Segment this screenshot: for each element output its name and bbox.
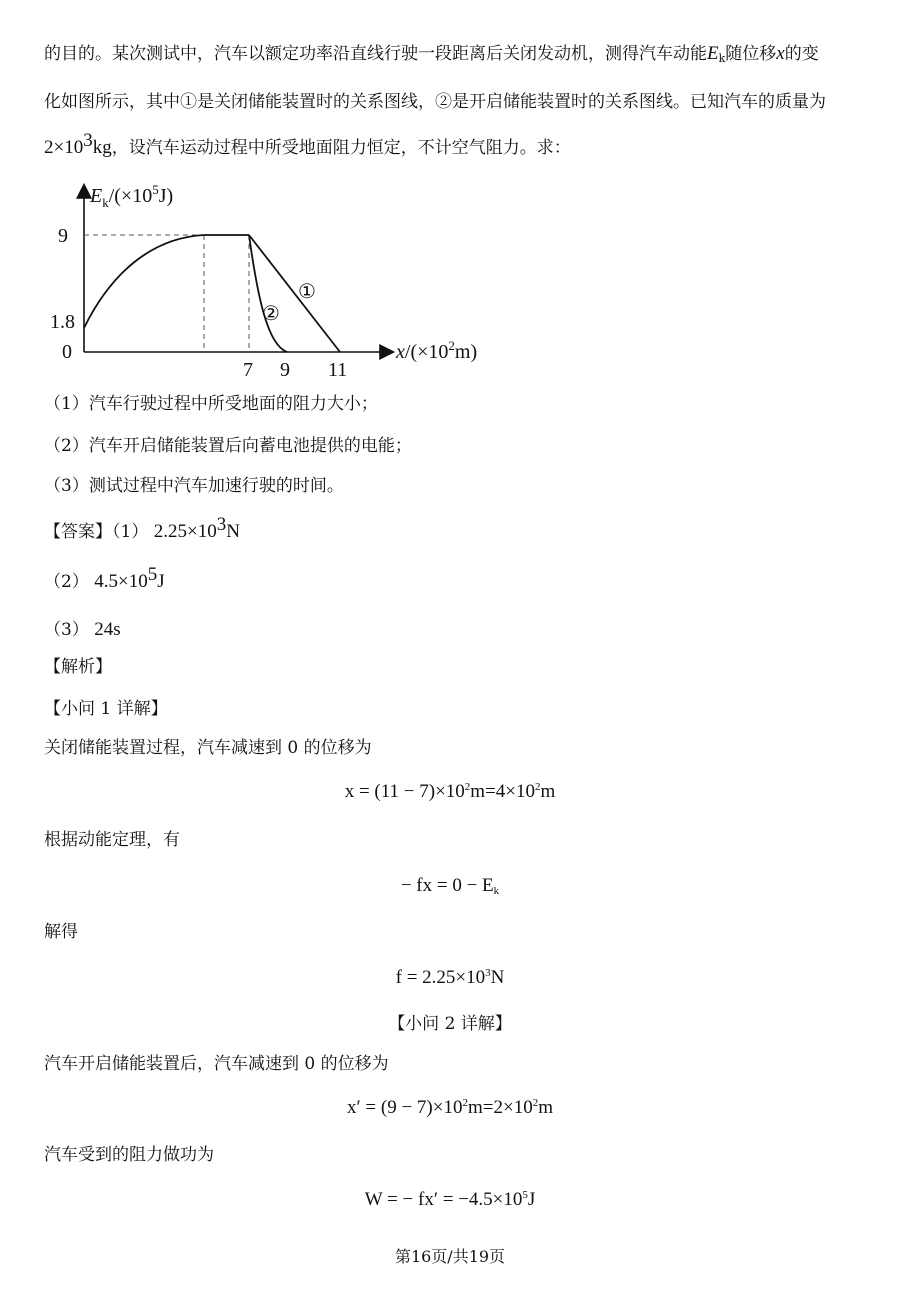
answer-3 <box>44 618 121 642</box>
q1-equation-3 <box>0 965 900 991</box>
answer-3-label: （3） <box>44 620 89 640</box>
accelerating-curve <box>84 235 204 328</box>
q1-eq1-mid: m=4×10 <box>470 781 536 802</box>
q1-eq2-sub: k <box>493 885 500 897</box>
answer-2-value: 4.5×10 <box>94 571 148 592</box>
page-footer: 第16页/共19页 <box>394 1247 506 1266</box>
q1-text-1: 关闭储能装置过程，汽车减速到 0 的位移为 <box>44 738 372 758</box>
answer-header: 【答案】（1） <box>44 522 149 542</box>
q2-eq2-unit: J <box>527 1189 536 1210</box>
question-3: （3）测试过程中汽车加速行驶的时间。 <box>44 476 344 496</box>
q1-eq1-unit: m <box>540 781 556 802</box>
q1-detail-header: 【小问 1 详解】 <box>44 699 168 719</box>
q2-equation-2 <box>0 1187 900 1213</box>
x-tick-11: 11 <box>328 359 348 381</box>
symbol-x: x <box>776 43 785 64</box>
q1-eq3-exp: 3 <box>485 967 491 979</box>
series-1-line <box>249 235 340 352</box>
intro-text-1a: 的目的。某次测试中，汽车以额定功率沿直线行驶一段距离后关闭发动机，测得汽车动能 <box>44 44 707 64</box>
q1-eq2-main: − fx = 0 − E <box>400 875 494 896</box>
question-1: （1）汽车行驶过程中所受地面的阻力大小； <box>44 394 378 414</box>
intro-line-2 <box>44 90 826 114</box>
q1-eq3-main: f = 2.25×10 <box>395 967 486 988</box>
q1-eq1-exp1: 2 <box>464 781 471 793</box>
answer-1 <box>44 514 240 544</box>
y-tick-1.8: 1.8 <box>50 311 75 333</box>
y-tick-9: 9 <box>58 225 68 247</box>
x-tick-7: 7 <box>243 359 253 381</box>
mass-unit: kg <box>92 137 112 158</box>
answer-2-label: （2） <box>44 572 89 592</box>
intro-text-1c: 的变 <box>784 44 819 64</box>
y-tick-0: 0 <box>62 341 72 363</box>
q2-text-1: 汽车开启储能装置后，汽车减速到 0 的位移为 <box>44 1054 389 1074</box>
x-axis-label: $x/(\times 10^2m)$ <box>396 338 478 363</box>
intro-line-1 <box>44 42 819 66</box>
y-axis-label: $E_k/(\times 10^5J)$ <box>90 182 174 210</box>
intro-text-3: ，设汽车运动过程中所受地面阻力恒定，不计空气阻力。求： <box>111 138 571 158</box>
q2-eq1-exp1: 2 <box>462 1097 468 1109</box>
answer-1-unit: N <box>226 521 240 542</box>
q1-equation-1 <box>0 779 900 805</box>
q2-eq1-exp2: 2 <box>532 1097 539 1109</box>
intro-line-3 <box>44 130 571 160</box>
q2-eq1-mid: m=2×10 <box>467 1097 533 1118</box>
answer-3-value: 24s <box>94 619 121 640</box>
q2-eq1-unit: m <box>538 1097 553 1118</box>
q2-text-2: 汽车受到的阻力做功为 <box>44 1145 214 1165</box>
analysis-header: 【解析】 <box>44 657 112 677</box>
series-2-curve <box>249 235 287 352</box>
symbol-ek: E <box>707 43 719 64</box>
ek-x-graph <box>40 180 510 385</box>
q1-text-2: 根据动能定理，有 <box>44 830 180 850</box>
q1-eq1-exp2: 2 <box>535 781 541 793</box>
mass-exponent: 3 <box>83 130 93 151</box>
q2-detail-header: 【小问 2 详解】 <box>388 1014 512 1034</box>
q2-equation-1 <box>0 1095 900 1121</box>
intro-text-1b: 随位移 <box>725 44 777 64</box>
answer-2-unit: J <box>157 571 165 592</box>
mass-value: 2×10 <box>44 137 84 158</box>
x-tick-9: 9 <box>280 359 290 381</box>
answer-1-exponent: 3 <box>216 514 227 535</box>
question-2: （2）汽车开启储能装置后向蓄电池提供的电能； <box>44 436 412 456</box>
series-2-label: ② <box>262 303 280 325</box>
q1-equation-2 <box>0 873 900 899</box>
symbol-ek-sub: k <box>718 52 726 65</box>
q1-text-3: 解得 <box>44 922 78 942</box>
intro-text-2: 化如图所示，其中①是关闭储能装置时的关系图线，②是开启储能装置时的关系图线。已知汽车的质量为 <box>44 92 826 112</box>
answer-2 <box>44 564 165 594</box>
q2-eq1-part1: x′ = (9 − 7)×10 <box>347 1097 463 1118</box>
answer-2-exponent: 5 <box>147 564 158 585</box>
q1-eq1-part1: x = (11 − 7)×10 <box>344 781 465 802</box>
q2-eq2-main: W = − fx′ = −4.5×10 <box>364 1189 523 1210</box>
answer-1-value: 2.25×10 <box>153 521 217 542</box>
q1-eq3-unit: N <box>490 967 505 988</box>
series-1-label: ① <box>298 281 316 303</box>
q2-eq2-exp: 5 <box>522 1189 528 1201</box>
